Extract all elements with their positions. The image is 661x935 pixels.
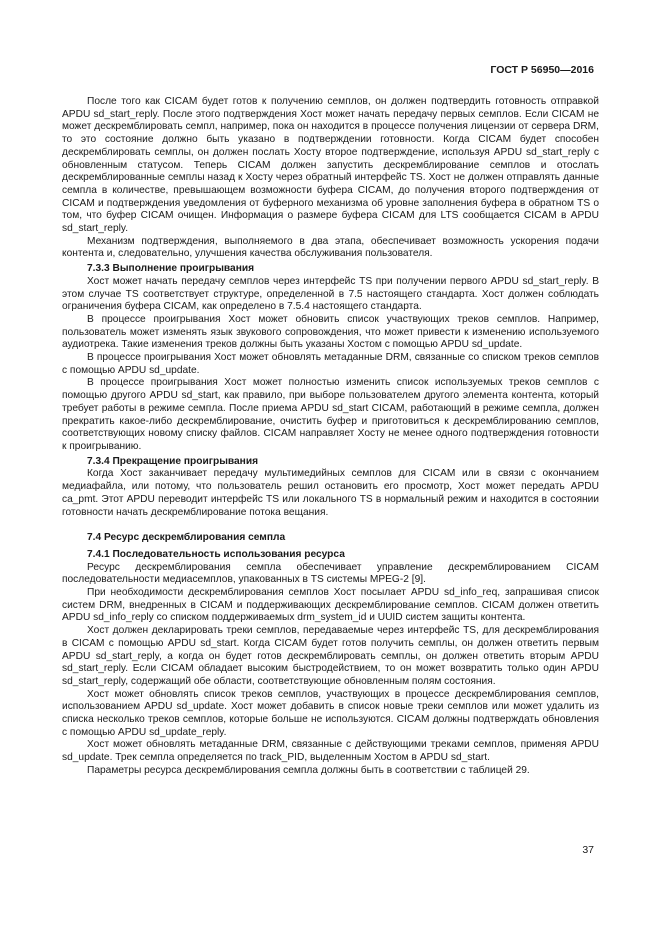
paragraph: В процессе проигрывания Хост может обновить список участвующих треков семплов. Например, пользователь может изменять язык звукового сопровождения, что может привести к изменению используемого аудиотрека. Такие изменения треков должны быть указаны Хостом с помощью APDU sd_update. <box>62 313 599 351</box>
paragraph: Когда Хост заканчивает передачу мультимедийных семплов для CICAM или в связи с окончанием медиафайла, или потому, что пользователь решил остановить его просмотр, Хост может передать APDU ca_pmt. Этот APDU переводит интерфейс TS или локального TS в нормальный режим и находится в состоянии готовности начать дескремблирование потока вещания. <box>62 468 599 518</box>
paragraph: Хост может начать передачу семплов через интерфейс TS при получении первого APDU sd_start_reply. В этом случае TS соответствует структуре, определенной в 7.5 настоящего стандарта. Хост должен соблюдать ограничения буфера CICAM, как определено в 7.5.4 настоящего стандарта. <box>62 275 599 313</box>
paragraph: После того как CICAM будет готов к получению семплов, он должен подтвердить готовность отправкой APDU sd_start_reply. После этого подтверждения Хост может начать передачу первых семплов. Если CICAM не может дескремблировать семпл, например, пока он находится в процессе получения лицензии от сервера DRM, то это состояние должно быть указано в подтверждении готовности. Когда CICAM будет способен дескремблировать семплы, он должен послать Хосту второе подтверждение, используя APDU sd_start_reply с обновленным статусом. Теперь CICAM должен запустить дескремблирование семплов и отослать дескремблированные семплы назад к Хосту через обратный интерфейс TS. Хост не должен отправлять данные семпла в количестве, превышающем возможности буфера CICAM, до получения второго подтверждения от CICAM и подтверждения уведомления от буферного механизма об уровне заполнения буфера в обратном TS о том, что буфер CICAM очищен. Информация о размере буфера CICAM для LTS сообщается CICAM в APDU sd_start_reply. <box>62 96 599 235</box>
standard-designation: ГОСТ Р 56950—2016 <box>490 64 594 76</box>
paragraph: Параметры ресурса дескремблирования семпла должны быть в соответствии с таблицей 29. <box>87 764 530 776</box>
page-number: 37 <box>582 844 594 856</box>
paragraph: Хост может обновлять метаданные DRM, связанные с действующими треками семплов, применяя APDU sd_update. Трек семпла определяется по track_PID, выделенным Хостом в APDU sd_start. <box>62 739 599 764</box>
paragraph: Хост может обновлять список треков семплов, участвующих в процессе дескремблирования семплов, использованием APDU sd_update. Хост может добавить в список новые треки семплов или может удалить из списка несколько треков семплов, которые больше не используются. CICAM должны подтверждать обновления с помощью APDU sd_update_reply. <box>62 688 599 738</box>
paragraph: Хост должен декларировать треки семплов, передаваемые через интерфейс TS, для дескремблирования в CICAM с помощью APDU sd_start. Когда CICAM будет готов получить семплы, он должен ответить первым APDU sd_start_reply, а когда он будет готов дескремблировать семплы, он должен ответить вторым APDU sd_start_reply. Если CICAM обладает высоким быстродействием, то он может возвратить только один APDU sd_start_reply, содержащий обе области, соответствующие обновленным полям состояния. <box>62 625 599 687</box>
section-heading: 7.4 Ресурс дескремблирования семпла <box>87 532 286 544</box>
paragraph: При необходимости дескремблирования семплов Хост посылает APDU sd_info_req, запрашивая список систем DRM, внедренных в CICAM и поддерживающих дескремблирование семплов. CICAM должен ответить APDU sd_info_reply со списком поддерживаемых drm_system_id и UUID систем защиты контента. <box>62 587 599 624</box>
paragraph: Механизм подтверждения, выполняемого в два этапа, обеспечивает возможность ускорения подачи контента и, следовательно, улучшения качества обслуживания пользователя. <box>62 235 599 260</box>
paragraph: Ресурс дескремблирования семпла обеспечивает управление дескремблированием CICAM последовательности медиасемплов, упакованных в TS системы MPEG-2 [9]. <box>62 561 599 586</box>
subsection-heading: 7.3.4 Прекращение проигрывания <box>87 455 259 467</box>
subsection-heading: 7.4.1 Последовательность использования ресурса <box>87 548 345 560</box>
document-body <box>62 96 599 778</box>
paragraph: В процессе проигрывания Хост может обновлять метаданные DRM, связанные со списком треков семплов с помощью APDU sd_update. <box>62 352 599 376</box>
subsection-heading: 7.3.3 Выполнение проигрывания <box>87 263 255 275</box>
paragraph: В процессе проигрывания Хост может полностью изменить список используемых треков семплов с помощью другого APDU sd_start, как правило, при выборе пользователем другого элемента контента, который требует работы в режиме семпла. После приема APDU sd_start CICAM, работающий в режиме семпла, должен прекратить какое-либо дескремблирование, очистить буфер и приготовиться к дескремблированию семплов, соответствующих новому списку файлов. CICAM направляет Хосту не менее одного подтверждения готовности к проигрыванию. <box>62 377 599 452</box>
